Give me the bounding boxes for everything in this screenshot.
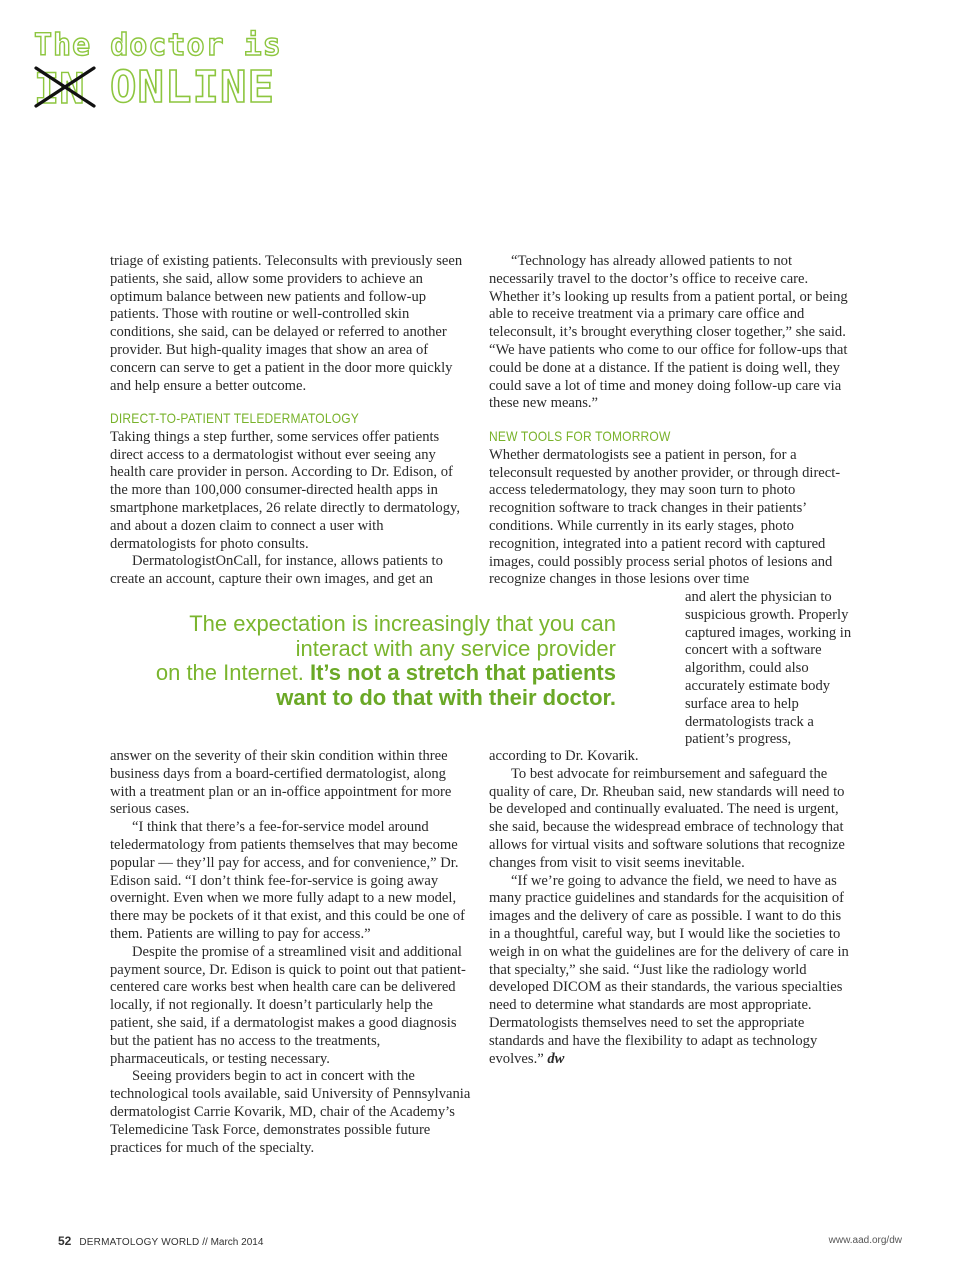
paragraph: “I think that there’s a fee-for-service model around teledermatology from patients themselves that may become popular — they’ll pay for access, and for convenience,” Dr. Edison said. “I don’t think fee-for-service is going away overnight. Even when we more fully adapt to a new model, there may be pockets of it that exist, and this could be one of them. Patients are willing to pay for access.” [110, 819, 466, 942]
paragraph: “Technology has already allowed patients to not necessarily travel to the doctor’s office to receive care. Whether it’s looking up results from a patient portal, or being able to receive treatment via a primary care office and teleconsult, it’s brought everything closer together,” she said. “We have patients who come to our office for follow-ups that could be done at a distance. If the patient is doing well, they could save a lot of time and money doing follow-up care via these new means.” [489, 253, 848, 412]
column-1-mid [110, 429, 472, 589]
pull-quote-line-4: want to do that with their doctor. [276, 684, 616, 710]
column-1-top [110, 253, 472, 395]
paragraph: Taking things a step further, some services offer patients direct access to a dermatologist without ever seeing any health care provider in person. According to Dr. Edison, of the more than 100,000 consumer-directed health apps in smartphone marketplaces, 26 relate directly to dermatology, and about a dozen claim to connect a user with dermatologists for photo consults. [110, 428, 460, 552]
section-heading-new-tools: NEW TOOLS FOR TOMORROW [489, 428, 671, 444]
column-1-bottom [110, 748, 472, 1157]
logo-crossed-word: IN [34, 64, 85, 113]
paragraph: Despite the promise of a streamlined visit and additional payment source, Dr. Edison is quick to point out that patient-centered care works best when health care can be delivered locally, if not regionally. It doesn’t particularly help the patient, she said, if a dermatologist makes a good diagnosis but the patient has no access to the treatments, pharmaceuticals, or testing necessary. [110, 943, 466, 1067]
footer-url: www.aad.org/dw [828, 1235, 902, 1246]
paragraph: triage of existing patients. Teleconsults with previously seen patients, she said, allow some providers to achieve an optimum balance between new patients and follow-up patients. Those with routine or well-controlled skin conditions, she said, can be delayed or referred to another provider. But high-quality images that show an area of concern can serve to get a patient in the door more quickly and help ensure a better outcome. [110, 253, 463, 394]
author-signature: dw [547, 1050, 565, 1067]
paragraph: answer on the severity of their skin condition within three business days from a board-certified dermatologist, along with a treatment plan or an in-office appointment for more serious cases. [110, 748, 452, 818]
logo-line-1: The doctor is [34, 28, 282, 63]
pull-quote-line-2: interact with any service provider [295, 635, 616, 661]
footer-left [58, 1234, 263, 1248]
issue-date: // March 2014 [202, 1237, 264, 1248]
paragraph: To best advocate for reimbursement and safeguard the quality of care, Dr. Rheuban said, new standards will need to be developed and continually evaluated. The need is urgent, she said, because the widespread embrace of technology that allows for virtual visits and software solutions that recognize changes from visit to visit seems inevitable. [489, 765, 845, 871]
magazine-name: DERMATOLOGY WORLD [79, 1237, 200, 1248]
column-2-bottom [489, 748, 851, 1068]
column-2-narrow [685, 589, 855, 749]
pull-quote-line-3-regular: on the Internet. [155, 660, 304, 686]
page-number: 52 [58, 1234, 72, 1248]
paragraph: Seeing providers begin to act in concert with the technological tools available, said University of Pennsylvania dermatologist Carrie Kovarik, MD, chair of the Academy’s Telemedicine Task Force, demonstrates possible future practices for much of the specialty. [110, 1068, 471, 1156]
pull-quote-line-3-bold: It’s not a stretch that patients [309, 660, 616, 686]
column-2-mid-paragraph: Whether dermatologists see a patient in person, for a teleconsult requested by another provider, or through direct-access teledermatology, they may soon turn to photo recognition software to track changes in their patients’ conditions. While currently in its early stages, photo recognition, integrated into a patient record with captured images, could possibly process serial photos of lesions and recognize changes in those lesions over time [489, 446, 841, 588]
paragraph: DermatologistOnCall, for instance, allows patients to create an account, capture their own images, and get an [110, 553, 443, 588]
logo-line-2: ONLINE [110, 62, 275, 113]
paragraph: “If we’re going to advance the field, we need to have as many practice guidelines and standards for the acquisition of images and the delivery of care as possible. I want to do this in a thoughtful, careful way, but I would like the societies to weigh in on what the guidelines are for the delivery of care in that specialty,” she said. “Just like the radiology world developed DICOM as their standards, the various specialties need to determine what standards are most appropriate. Dermatologists themselves need to set the appropriate standards and have the flexibility to adapt as technology evolves.” dw [489, 872, 849, 1067]
column-2-top [489, 253, 851, 413]
masthead-logo [30, 28, 300, 113]
cross-out-icon [32, 64, 98, 110]
section-heading-direct-to-patient: DIRECT-TO-PATIENT TELEDERMATOLOGY [110, 410, 359, 426]
pull-quote-line-3 [130, 661, 616, 686]
pull-quote [130, 612, 616, 710]
column-1-section [110, 410, 472, 589]
column-2-section [489, 428, 851, 589]
paragraph: according to Dr. Kovarik. [489, 748, 639, 764]
pull-quote-line-1: The expectation is increasingly that you can [189, 611, 616, 636]
column-2-narrow-paragraph: and alert the physician to suspicious growth. Properly captured images, working in concert with a software algorithm, could also accurately estimate body surface area to help dermatologists track a patient’s progress, [685, 589, 852, 748]
